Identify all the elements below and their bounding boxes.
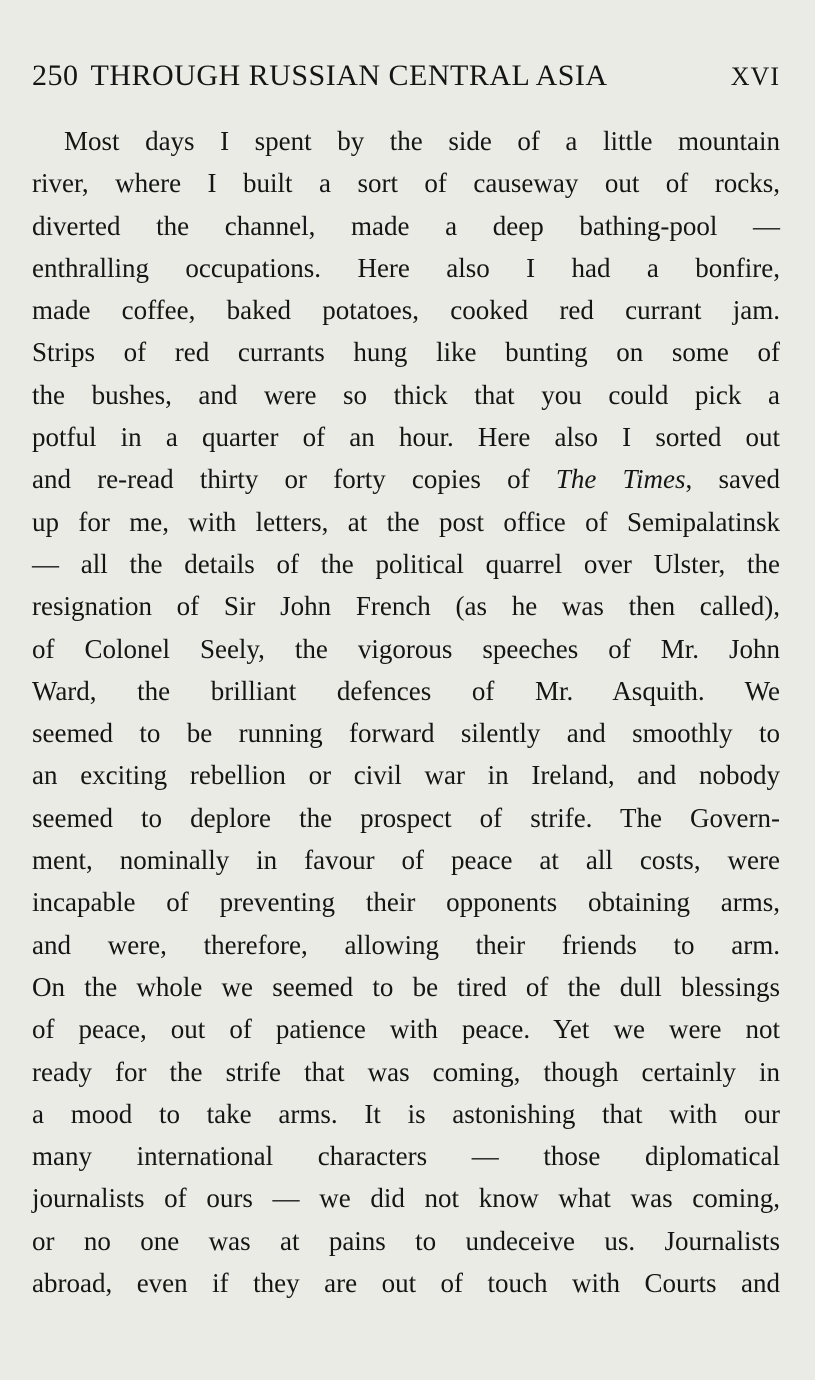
text-line: abroad, even if they are out of touch with Courts and	[32, 1268, 780, 1299]
text-line: of peace, out of patience with peace. Yet we were not	[32, 1014, 780, 1045]
text-line: or no one was at pains to undeceive us. Journalists	[32, 1225, 780, 1256]
text-line: Most days I spent by the side of a little mountain	[64, 126, 780, 156]
running-title: THROUGH RUSSIAN CENTRAL ASIA	[90, 59, 608, 92]
text-line: seemed to be running forward silently and smoothly to	[32, 718, 780, 749]
running-header	[32, 56, 780, 97]
text-line: an exciting rebellion or civil war in Ireland, and nobody	[32, 760, 780, 791]
text-line: many international characters — those diplomatical	[32, 1141, 780, 1172]
text-line: made coffee, baked potatoes, cooked red currant jam.	[32, 295, 780, 326]
text-line: resignation of Sir John French (as he was then called),	[32, 591, 780, 622]
chapter-number: XVI	[730, 62, 780, 91]
text-line: potful in a quarter of an hour. Here also I sorted out	[32, 422, 780, 453]
text-segment: , saved	[685, 464, 780, 495]
italic-title: The Times	[555, 464, 686, 495]
text-segment: and re-read thirty or forty copies of	[32, 464, 556, 495]
text-line: river, where I built a sort of causeway out of rocks,	[32, 168, 780, 199]
text-line: ready for the strife that was coming, though certainly in	[32, 1056, 780, 1087]
text-line: journalists of ours — we did not know what was coming,	[32, 1183, 780, 1214]
text-line: Strips of red currants hung like bunting on some of	[32, 337, 780, 368]
text-line: Ward, the brilliant defences of Mr. Asquith. We	[32, 675, 780, 706]
text-line: — all the details of the political quarrel over Ulster, the	[32, 548, 780, 579]
body-paragraph	[32, 120, 780, 1304]
text-line: incapable of preventing their opponents obtaining arms,	[32, 887, 780, 918]
text-line: of Colonel Seely, the vigorous speeches of Mr. John	[32, 633, 780, 664]
text-line: On the whole we seemed to be tired of the dull blessings	[32, 971, 780, 1002]
text-line	[32, 458, 780, 500]
text-line: up for me, with letters, at the post office of Semipalatinsk	[32, 506, 780, 537]
text-line: the bushes, and were so thick that you could pick a	[32, 379, 780, 410]
page-number: 250	[32, 59, 79, 92]
text-line: and were, therefore, allowing their friends to arm.	[32, 929, 780, 960]
text-line: a mood to take arms. It is astonishing that with our	[32, 1098, 780, 1129]
text-line: enthralling occupations. Here also I had a bonfire,	[32, 252, 780, 283]
text-line: diverted the channel, made a deep bathing-pool —	[32, 210, 780, 241]
text-line: seemed to deplore the prospect of strife. The Govern-	[32, 802, 780, 833]
text-line: ment, nominally in favour of peace at all costs, were	[32, 845, 780, 876]
